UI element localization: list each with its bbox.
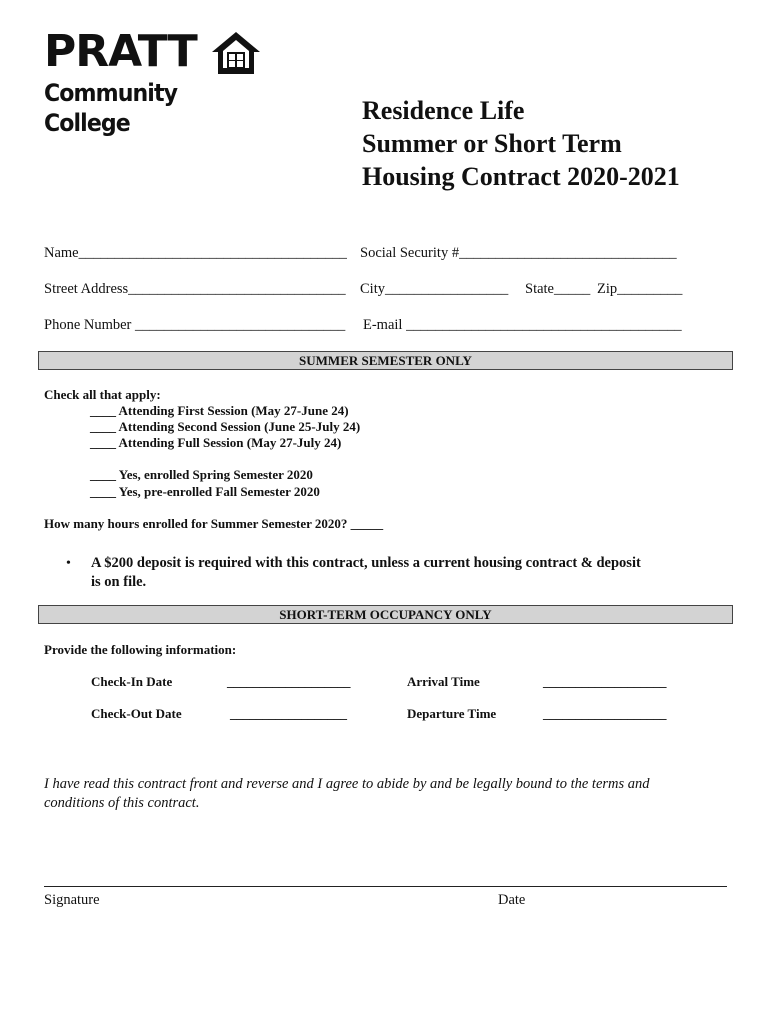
house-icon: [210, 30, 262, 76]
state-field[interactable]: State_____: [525, 281, 591, 297]
checkout-field[interactable]: __________________: [230, 706, 347, 721]
logo-community-college: Community College: [44, 79, 178, 137]
signature-label: Signature: [44, 892, 100, 908]
option-preenrolled-fall[interactable]: ____ Yes, pre-enrolled Fall Semester 2020: [90, 484, 320, 499]
short-term-section-header: SHORT-TERM OCCUPANCY ONLY: [38, 605, 733, 624]
title-line-1: Residence Life: [362, 96, 525, 125]
arrival-field[interactable]: ___________________: [543, 674, 667, 689]
arrival-label: Arrival Time: [407, 674, 480, 689]
provide-info-label: Provide the following information:: [44, 642, 237, 657]
option-first-session[interactable]: ____ Attending First Session (May 27-June 24): [90, 403, 349, 418]
checkin-field[interactable]: ___________________: [227, 674, 351, 689]
ssn-field[interactable]: Social Security #______________________________: [360, 245, 677, 261]
title-line-3: Housing Contract 2020-2021: [362, 162, 680, 191]
deposit-note-line-1: A $200 deposit is required with this contract, unless a current housing contract & deposit: [91, 555, 641, 571]
logo-pratt: PRATT: [44, 26, 197, 77]
college-logo: [44, 26, 266, 137]
departure-field[interactable]: ___________________: [543, 706, 667, 721]
document-title: [362, 94, 680, 193]
check-all-label: Check all that apply:: [44, 387, 161, 402]
checkin-label: Check-In Date: [91, 674, 173, 689]
option-enrolled-spring[interactable]: ____ Yes, enrolled Spring Semester 2020: [90, 467, 313, 482]
street-address-field[interactable]: Street Address______________________________: [44, 281, 346, 297]
city-field[interactable]: City_________________: [360, 281, 509, 297]
deposit-note-line-2: is on file.: [91, 574, 147, 590]
departure-label: Departure Time: [407, 706, 497, 721]
agreement-text: I have read this contract front and reverse and I agree to abide by and be legally bound to the terms and conditions of this contract.: [44, 776, 650, 811]
date-label: Date: [498, 892, 526, 908]
email-field[interactable]: E-mail ______________________________________: [363, 317, 682, 333]
title-line-2: Summer or Short Term: [362, 129, 622, 158]
signature-line[interactable]: [44, 886, 727, 887]
checkout-label: Check-Out Date: [91, 706, 182, 721]
zip-field[interactable]: Zip_________: [597, 281, 683, 297]
option-full-session[interactable]: ____ Attending Full Session (May 27-July 24): [90, 435, 342, 450]
summer-section-header: SUMMER SEMESTER ONLY: [38, 351, 733, 370]
bullet-icon: •: [66, 556, 71, 571]
name-field[interactable]: Name_____________________________________: [44, 245, 347, 261]
option-second-session[interactable]: ____ Attending Second Session (June 25-July 24): [90, 419, 361, 434]
phone-field[interactable]: Phone Number _____________________________: [44, 317, 346, 333]
hours-question[interactable]: How many hours enrolled for Summer Semester 2020? _____: [44, 516, 384, 531]
